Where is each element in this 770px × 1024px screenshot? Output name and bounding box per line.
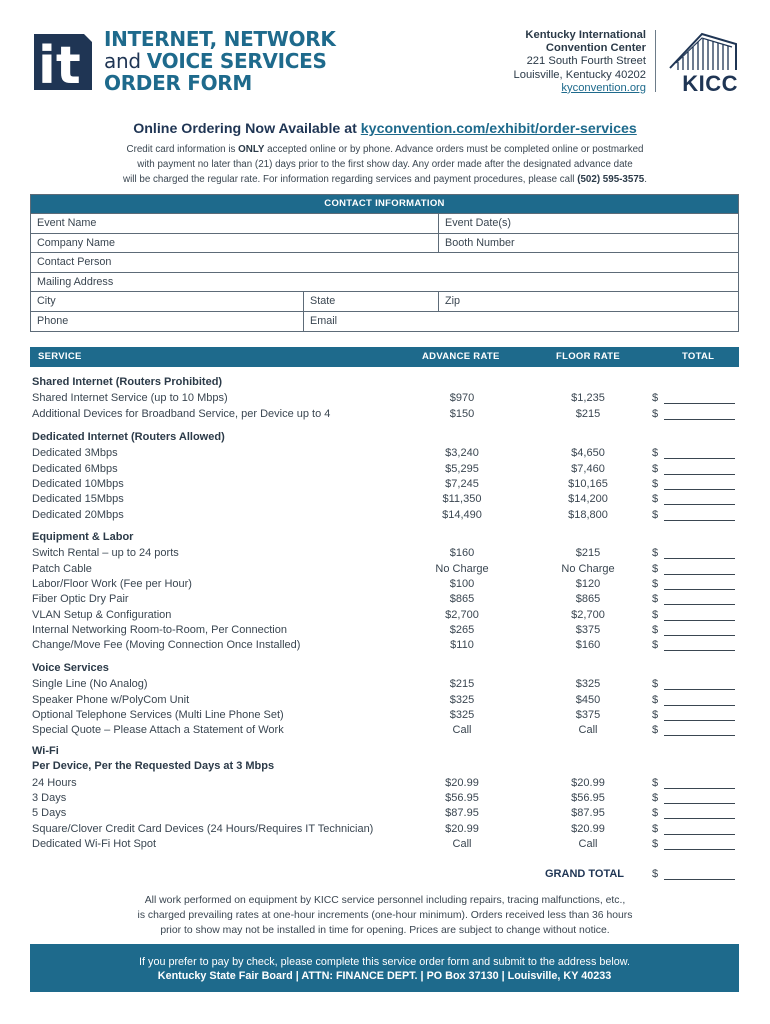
service-description: Dedicated 20Mbps bbox=[32, 508, 124, 521]
total-blank[interactable] bbox=[664, 689, 735, 690]
service-description: Dedicated 10Mbps bbox=[32, 477, 124, 490]
service-description: Speaker Phone w/PolyCom Unit bbox=[32, 693, 190, 706]
title-line-1: INTERNET, NETWORK bbox=[104, 27, 336, 51]
service-description: Square/Clover Credit Card Devices (24 Hours/Requires IT Technician) bbox=[32, 822, 374, 835]
service-column-header: SERVICE bbox=[38, 351, 82, 362]
service-description: Single Line (No Analog) bbox=[32, 678, 148, 691]
currency-symbol: $ bbox=[652, 822, 659, 835]
advance-rate: $325 bbox=[449, 693, 475, 706]
contact-row bbox=[31, 311, 738, 331]
total-blank[interactable] bbox=[664, 403, 735, 404]
advance-rate: $100 bbox=[449, 577, 475, 590]
service-row bbox=[0, 508, 770, 523]
service-description: Shared Internet Service (up to 10 Mbps) bbox=[32, 392, 228, 405]
currency-symbol: $ bbox=[652, 623, 659, 636]
service-description: 3 Days bbox=[32, 791, 67, 804]
event-name-field[interactable]: Event Name bbox=[37, 217, 97, 229]
floor-rate: $120 bbox=[575, 577, 601, 590]
advance-rate: $325 bbox=[449, 708, 475, 721]
city-field[interactable]: City bbox=[37, 295, 56, 308]
service-description: Labor/Floor Work (Fee per Hour) bbox=[32, 577, 192, 590]
advance-rate-column-header: ADVANCE RATE bbox=[422, 351, 500, 362]
advance-rate: $970 bbox=[449, 392, 475, 405]
currency-symbol: $ bbox=[652, 807, 659, 820]
total-blank[interactable] bbox=[664, 849, 735, 850]
intro-paragraph bbox=[60, 142, 710, 187]
service-description: Fiber Optic Dry Pair bbox=[32, 593, 129, 606]
venue-address bbox=[514, 29, 646, 95]
currency-symbol: $ bbox=[652, 608, 659, 621]
currency-symbol: $ bbox=[652, 577, 659, 590]
floor-rate: $4,650 bbox=[571, 447, 605, 460]
currency-symbol: $ bbox=[652, 837, 659, 850]
currency-symbol: $ bbox=[652, 868, 659, 880]
advance-rate: Call bbox=[452, 724, 472, 737]
total-blank[interactable] bbox=[664, 558, 735, 559]
disclaimer-line-2: is charged prevailing rates at one-hour increments (one-hour minimum). Orders received less than 36 hours bbox=[137, 910, 633, 921]
service-row bbox=[0, 638, 770, 653]
total-blank[interactable] bbox=[664, 650, 735, 651]
currency-symbol: $ bbox=[652, 493, 659, 506]
total-blank[interactable] bbox=[664, 635, 735, 636]
floor-rate: $1,235 bbox=[571, 392, 605, 405]
email-field[interactable]: Email bbox=[303, 312, 738, 331]
service-description: Special Quote – Please Attach a Statement of Work bbox=[32, 724, 284, 737]
advance-rate: $11,350 bbox=[442, 493, 482, 506]
service-description: Switch Rental – up to 24 ports bbox=[32, 547, 179, 560]
org-name-line1: Kentucky International bbox=[525, 29, 646, 41]
service-description: VLAN Setup & Configuration bbox=[32, 608, 172, 621]
currency-symbol: $ bbox=[652, 678, 659, 691]
phone-field[interactable]: Phone bbox=[37, 314, 69, 327]
service-description: Dedicated 3Mbps bbox=[32, 447, 118, 460]
floor-rate: $18,800 bbox=[568, 508, 608, 521]
advance-rate: $87.95 bbox=[445, 807, 479, 820]
total-blank[interactable] bbox=[664, 705, 735, 706]
floor-rate: $2,700 bbox=[571, 608, 605, 621]
floor-rate: $20.99 bbox=[571, 776, 605, 789]
floor-rate: $20.99 bbox=[571, 822, 605, 835]
advance-rate: $865 bbox=[449, 593, 475, 606]
total-blank[interactable] bbox=[664, 419, 735, 420]
service-row bbox=[0, 546, 770, 561]
section-title: Equipment & Labor bbox=[32, 531, 134, 543]
advance-rate: $160 bbox=[449, 547, 475, 560]
currency-symbol: $ bbox=[652, 724, 659, 737]
total-blank[interactable] bbox=[664, 504, 735, 505]
service-row bbox=[0, 693, 770, 708]
currency-symbol: $ bbox=[652, 776, 659, 789]
floor-rate-column-header: FLOOR RATE bbox=[556, 351, 621, 362]
currency-symbol: $ bbox=[652, 562, 659, 575]
service-row bbox=[0, 791, 770, 806]
total-blank[interactable] bbox=[664, 604, 735, 605]
service-row bbox=[0, 562, 770, 577]
floor-rate: $160 bbox=[575, 639, 601, 652]
currency-symbol: $ bbox=[652, 693, 659, 706]
contact-information-table bbox=[30, 194, 739, 332]
total-blank[interactable] bbox=[664, 834, 735, 835]
form-header bbox=[30, 28, 742, 100]
advance-rate: $5,295 bbox=[445, 462, 479, 475]
service-row bbox=[0, 723, 770, 738]
advance-rate: $20.99 bbox=[445, 822, 479, 835]
title-line-3: ORDER FORM bbox=[104, 71, 252, 95]
service-row bbox=[0, 477, 770, 492]
service-row bbox=[0, 822, 770, 837]
total-column-header: TOTAL bbox=[682, 351, 715, 362]
disclaimer bbox=[80, 893, 690, 938]
contact-heading: CONTACT INFORMATION bbox=[31, 195, 738, 213]
advance-rate: $3,240 bbox=[445, 447, 479, 460]
phone-number: (502) 595-3575 bbox=[577, 174, 645, 185]
service-row bbox=[0, 708, 770, 723]
advance-rate: $56.95 bbox=[445, 791, 479, 804]
service-description: 5 Days bbox=[32, 807, 67, 820]
section-subtitle: Per Device, Per the Requested Days at 3 Mbps bbox=[32, 760, 275, 773]
service-row bbox=[0, 592, 770, 607]
total-blank[interactable] bbox=[664, 574, 735, 575]
service-row bbox=[0, 407, 770, 422]
floor-rate: Call bbox=[578, 837, 598, 850]
grand-total-label: GRAND TOTAL bbox=[545, 868, 625, 880]
contact-row bbox=[31, 272, 738, 292]
currency-symbol: $ bbox=[652, 447, 659, 460]
service-row bbox=[0, 462, 770, 477]
total-blank[interactable] bbox=[664, 620, 735, 621]
advance-rate: $265 bbox=[449, 623, 475, 636]
floor-rate: No Charge bbox=[561, 562, 615, 575]
advance-rate: No Charge bbox=[435, 562, 489, 575]
floor-rate: $865 bbox=[575, 593, 601, 606]
total-blank[interactable] bbox=[664, 788, 735, 789]
advance-rate: $14,490 bbox=[442, 508, 482, 521]
service-description: Dedicated 15Mbps bbox=[32, 493, 124, 506]
currency-symbol: $ bbox=[652, 708, 659, 721]
total-blank[interactable] bbox=[664, 489, 735, 490]
currency-symbol: $ bbox=[652, 462, 659, 475]
total-blank[interactable] bbox=[664, 589, 735, 590]
title-line-2: and VOICE SERVICES bbox=[104, 49, 327, 73]
service-description: Optional Telephone Services (Multi Line Phone Set) bbox=[32, 708, 284, 721]
service-row bbox=[0, 446, 770, 461]
street-address: 221 South Fourth Street bbox=[526, 55, 646, 68]
disclaimer-line-1: All work performed on equipment by KICC service personnel including repairs, tracing malfunctions, etc., bbox=[144, 895, 626, 906]
currency-symbol: $ bbox=[652, 547, 659, 560]
service-row bbox=[0, 492, 770, 507]
contact-row bbox=[31, 233, 738, 253]
service-table-header bbox=[30, 347, 739, 367]
intro-line-1: Credit card information is ONLY accepted online or by phone. Advance orders must be completed online or postmarked bbox=[126, 144, 644, 155]
total-blank[interactable] bbox=[664, 520, 735, 521]
currency-symbol: $ bbox=[652, 392, 659, 405]
disclaimer-line-3: prior to show may not be installed in time for opening. Prices are subject to change without notice. bbox=[160, 925, 610, 936]
currency-symbol: $ bbox=[652, 508, 659, 521]
zip-field[interactable]: Zip bbox=[438, 292, 738, 311]
floor-rate: $215 bbox=[575, 547, 601, 560]
service-row bbox=[0, 577, 770, 592]
state-field[interactable]: State bbox=[303, 292, 438, 311]
floor-rate: $10,165 bbox=[568, 477, 608, 490]
floor-rate: $450 bbox=[575, 693, 601, 706]
total-blank[interactable] bbox=[664, 458, 735, 459]
floor-rate: Call bbox=[578, 724, 598, 737]
service-row bbox=[0, 837, 770, 852]
advance-rate: $110 bbox=[450, 639, 474, 652]
event-dates-field[interactable]: Event Date(s) bbox=[438, 214, 738, 233]
total-blank[interactable] bbox=[664, 803, 735, 804]
floor-rate: $375 bbox=[575, 708, 601, 721]
floor-rate: $56.95 bbox=[571, 791, 605, 804]
floor-rate: $375 bbox=[575, 623, 601, 636]
advance-rate: Call bbox=[452, 837, 472, 850]
currency-symbol: $ bbox=[652, 593, 659, 606]
service-row bbox=[0, 806, 770, 821]
grand-total-blank[interactable] bbox=[664, 879, 735, 880]
intro-line-2: with payment no later than (21) days prior to the first show day. Any order made after the designated advance date bbox=[137, 159, 633, 170]
floor-rate: $7,460 bbox=[571, 462, 605, 475]
total-blank[interactable] bbox=[664, 735, 735, 736]
currency-symbol: $ bbox=[652, 407, 659, 420]
service-description: Dedicated Wi-Fi Hot Spot bbox=[32, 837, 157, 850]
currency-symbol: $ bbox=[652, 639, 659, 652]
grand-total-row bbox=[0, 867, 770, 882]
it-logo bbox=[30, 28, 96, 94]
online-ordering-headline: Online Ordering Now Available at kyconvention.com/exhibit/order-services bbox=[133, 121, 637, 137]
service-row bbox=[0, 677, 770, 692]
floor-rate: $325 bbox=[575, 678, 601, 691]
advance-rate: $20.99 bbox=[445, 776, 479, 789]
advance-rate: $7,245 bbox=[445, 477, 479, 490]
total-blank[interactable] bbox=[664, 474, 735, 475]
website-link[interactable]: kyconvention.org bbox=[561, 81, 646, 94]
service-description: Patch Cable bbox=[32, 562, 92, 575]
service-row bbox=[0, 608, 770, 623]
advance-rate: $150 bbox=[449, 407, 475, 420]
contact-row bbox=[31, 252, 738, 272]
floor-rate: $215 bbox=[575, 407, 601, 420]
section-title: Dedicated Internet (Routers Allowed) bbox=[32, 431, 225, 443]
floor-rate: $87.95 bbox=[571, 807, 605, 820]
booth-number-field[interactable]: Booth Number bbox=[438, 234, 738, 253]
contact-row bbox=[31, 291, 738, 311]
service-row bbox=[0, 623, 770, 638]
service-row bbox=[0, 776, 770, 791]
contact-person-field[interactable]: Contact Person bbox=[37, 256, 112, 269]
city-state-zip: Louisville, Kentucky 40202 bbox=[513, 68, 646, 81]
floor-rate: $14,200 bbox=[568, 493, 608, 506]
service-description: Internal Networking Room-to-Room, Per Connection bbox=[32, 623, 287, 636]
footer-check-instructions: If you prefer to pay by check, please complete this service order form and submit to the address below. bbox=[139, 956, 630, 968]
footer-mailing-address: Kentucky State Fair Board | ATTN: FINANCE DEPT. | PO Box 37130 | Louisville, KY 40233 bbox=[157, 970, 612, 982]
contact-row bbox=[31, 213, 738, 233]
section-title: Voice Services bbox=[32, 662, 109, 674]
service-description: Dedicated 6Mbps bbox=[32, 462, 118, 475]
header-divider bbox=[655, 30, 656, 92]
section-title: Shared Internet (Routers Prohibited) bbox=[32, 376, 223, 388]
service-description: Additional Devices for Broadband Service, per Device up to 4 bbox=[32, 407, 331, 420]
total-blank[interactable] bbox=[664, 720, 735, 721]
org-name-line2: Convention Center bbox=[545, 42, 646, 55]
intro-line-3: will be charged the regular rate. For information regarding services and payment procedures, please call (502) 595-3575. bbox=[123, 174, 647, 185]
advance-rate: $2,700 bbox=[445, 608, 479, 621]
company-name-field[interactable]: Company Name bbox=[37, 236, 116, 249]
currency-symbol: $ bbox=[652, 791, 659, 804]
service-description: Change/Move Fee (Moving Connection Once Installed) bbox=[32, 639, 301, 652]
it-logo-text: it bbox=[38, 36, 81, 94]
order-services-link[interactable]: kyconvention.com/exhibit/order-services bbox=[360, 121, 637, 137]
kicc-wordmark: KICC bbox=[682, 71, 738, 96]
total-blank[interactable] bbox=[664, 818, 735, 819]
advance-rate: $215 bbox=[449, 678, 475, 691]
service-row bbox=[0, 391, 770, 406]
payment-footer bbox=[30, 944, 739, 992]
mailing-address-field[interactable]: Mailing Address bbox=[37, 275, 114, 288]
form-title bbox=[104, 28, 336, 94]
service-description: 24 Hours bbox=[32, 776, 77, 789]
section-title: Wi-Fi bbox=[32, 745, 59, 757]
currency-symbol: $ bbox=[652, 477, 659, 490]
